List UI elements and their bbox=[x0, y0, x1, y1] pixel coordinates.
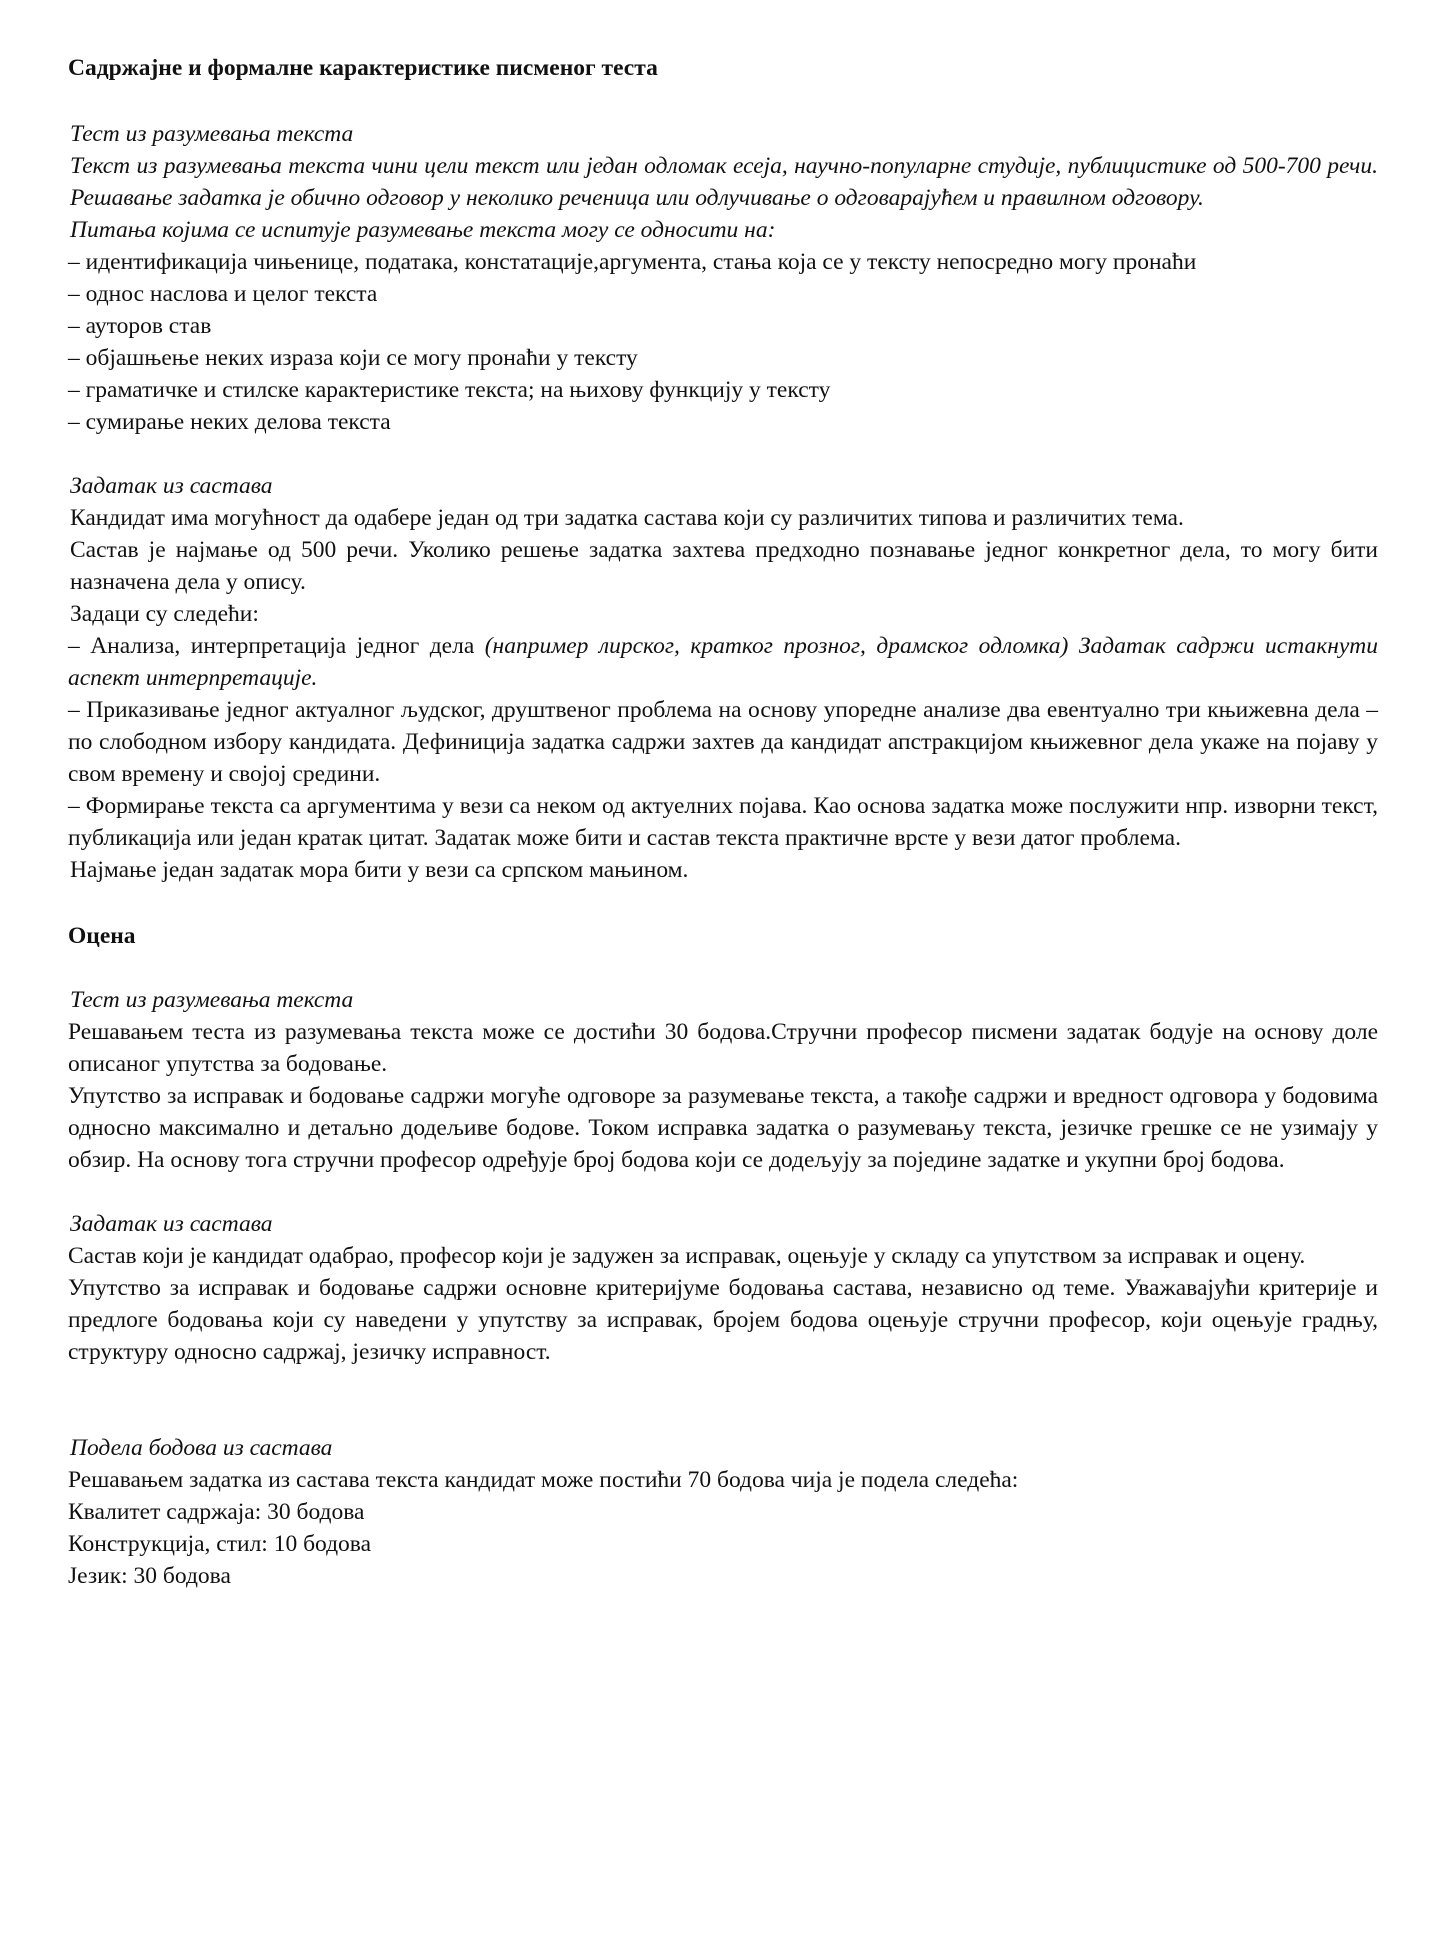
distribution-item-content: Квалитет садржаја: 30 бодова bbox=[68, 1499, 365, 1525]
subheading-comprehension-test: Тест из разумевања текста bbox=[70, 121, 354, 147]
list-item: – ауторов став bbox=[68, 313, 212, 339]
list-item: – идентификација чињенице, података, констатације,аргумента, стања која се у тексту непосредно могу пронаћи bbox=[68, 249, 1197, 275]
list-item: – однос наслова и целог текста bbox=[68, 281, 378, 307]
list-item: – објашњење неких израза који се могу пронаћи у тексту bbox=[68, 345, 638, 371]
list-item: – сумирање неких делова текста bbox=[68, 409, 391, 435]
comprehension-intro: Текст из разумевања текста чини цели текст или један одломак есеја, научно-популарне студије, публицистике од 500-700 речи. Решавање задатка је обично одговор у неколико реченица или одлучивање о одговарајућем и правилном одговору. bbox=[70, 153, 1378, 211]
composition-paragraph-2: Састав је најмање од 500 речи. Уколико решење задатка захтева предходно познавање једног конкретног дела, то могу бити назначена дела у опису. bbox=[70, 537, 1378, 595]
subheading-composition-task: Задатак из састава bbox=[70, 473, 273, 499]
task-1-italic-text: (например лирског, кратког прозног, драмског одломка) Задатак садржи истакнути аспект интерпретације. bbox=[68, 633, 1379, 691]
distribution-item-style: Конструкција, стил: 10 бодова bbox=[68, 1531, 372, 1557]
composition-task-3: – Формирање текста са аргументима у вези са неком од актуелних појава. Као основа задатка може послужити нпр. изворни текст, публикација или један кратак цитат. Задатак може бити и састав текста практичне врсте у вези датог проблема. bbox=[68, 793, 1378, 851]
grading-comprehension-paragraph-2: Упутство за исправак и бодовање садржи могуће одговоре за разумевање текста, а такође садржи и вредност одговора у бодовима односно максимално и детаљно додељиве бодове. Током исправка задатка о разумевању текста, језичке грешке се не узимају у обзир. На основу тога стручни професор одређује број бодова који се додељују за поједине задатке и укупни број бодова. bbox=[68, 1083, 1378, 1173]
grading-comprehension-paragraph-1: Решавањем теста из разумевања текста може се достићи 30 бодова.Стручни професор писмени задатак бодује на основу доле описаног упутства за бодовање. bbox=[68, 1019, 1378, 1077]
question-topics-list bbox=[68, 246, 1378, 438]
composition-paragraph-3: Задаци су следећи: bbox=[70, 601, 259, 627]
composition-paragraph-1: Кандидат има могућност да одабере један од три задатка састава који су различитих типова и различитих тема. bbox=[70, 505, 1184, 531]
distribution-intro: Решавањем задатка из састава текста кандидат може постићи 70 бодова чија је подела следећа: bbox=[68, 1467, 1019, 1493]
grading-composition-paragraph-1: Састав који је кандидат одабрао, професор који је задужен за исправак, оцењује у складу са упутством за исправак и оцену. bbox=[68, 1243, 1306, 1269]
task-1-text: – Анализа, интерпретација једног дела bbox=[68, 633, 485, 659]
subheading-comprehension-grading: Тест из разумевања текста bbox=[70, 987, 354, 1013]
document-page bbox=[68, 52, 1378, 1592]
distribution-item-language: Језик: 30 бодова bbox=[68, 1563, 231, 1589]
section-heading-grading: Оцена bbox=[68, 923, 136, 949]
composition-task-1 bbox=[68, 630, 1378, 694]
subheading-points-distribution: Подела бодова из састава bbox=[70, 1435, 333, 1461]
grading-composition-paragraph-2: Упутство за исправак и бодовање садржи основне критеријуме бодовања састава, независно од теме. Уважавајући критерије и предлоге бодовања који су наведени у упутству за исправак, бројем бодова оцењује стручни професор, који оцењује градњу, структуру односно садржај, језичку исправност. bbox=[68, 1275, 1378, 1365]
composition-task-2: – Приказивање једног актуалног људског, друштвеног проблема на основу упоредне анализе два евентуално три књижевна дела – по слободном избору кандидата. Дефиниција задатка садржи захтев да кандидат апстракцијом књижевног дела укаже на појаву у свом времену и својој средини. bbox=[68, 697, 1378, 787]
composition-paragraph-4: Најмање један задатак мора бити у вези са српском мањином. bbox=[70, 857, 689, 883]
list-item: – граматичке и стилске карактеристике текста; на њихову функцију у тексту bbox=[68, 377, 831, 403]
questions-lead: Питања којима се испитује разумевање текста могу се односити на: bbox=[70, 217, 776, 243]
section-heading-content: Садржајне и формалне карактеристике писменог теста bbox=[68, 55, 658, 81]
subheading-composition-grading: Задатак из састава bbox=[70, 1211, 273, 1237]
